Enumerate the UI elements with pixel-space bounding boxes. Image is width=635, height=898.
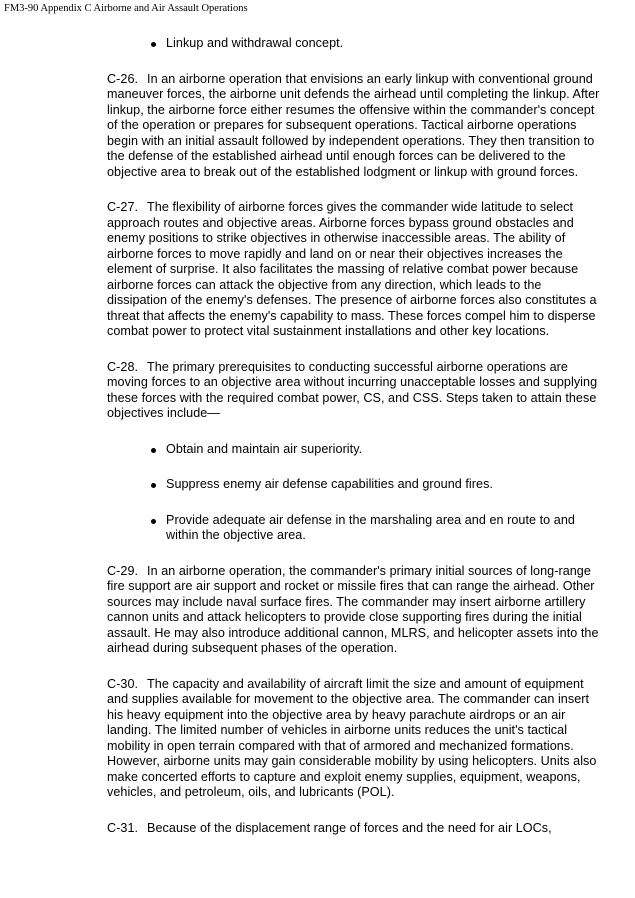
paragraph-c26 bbox=[107, 72, 601, 181]
bullet-text: Suppress enemy air defense capabilities and ground fires. bbox=[166, 477, 493, 491]
paragraph-text: Because of the displacement range of forces and the need for air LOCs, bbox=[147, 820, 552, 835]
paragraph-text: The flexibility of airborne forces gives the commander wide latitude to select approach routes and objective areas. Airborne forces bypass ground obstacles and enemy positions to strike objectives in otherwise inaccessible areas. The ability of airborne forces to move rapidly and land on or near their objectives increases the element of surprise. It also facilitates the massing of relative combat power because airborne forces can attack the objective from any direction, which leads to the dissipation of the enemy's defenses. The presence of airborne forces also constitutes a threat that affects the enemy's capability to mass. These forces compel him to disperse combat power to protect vital sustainment installations and other key locations. bbox=[107, 200, 597, 338]
bullet-item bbox=[149, 36, 601, 52]
document-body bbox=[107, 36, 601, 856]
paragraph-number: C-29. bbox=[107, 563, 139, 578]
paragraph-c29 bbox=[107, 564, 601, 657]
bullet-text: Obtain and maintain air superiority. bbox=[166, 441, 363, 456]
bullet-icon bbox=[151, 519, 156, 524]
bullet-icon bbox=[151, 448, 156, 453]
paragraph-c30 bbox=[107, 677, 601, 801]
bullet-item bbox=[149, 513, 601, 544]
paragraph-text: The capacity and availability of aircraft limit the size and amount of equipment and supplies available for movement to the objective area. The commander can insert his heavy equipment into the objective area by heavy parachute airdrops or an air landing. The limited number of vehicles in airborne units reduces the unit's tactical mobility in open terrain compared with that of armored and mechanized formations. However, airborne units may gain considerable mobility by using helicopters. Units also make concerted efforts to capture and exploit enemy supplies, equipment, weapons, vehicles, and petroleum, oils, and lubricants (POL). bbox=[107, 676, 597, 799]
paragraph-number: C-30. bbox=[107, 676, 139, 691]
page-header: FM3-90 Appendix C Airborne and Air Assault Operations bbox=[4, 3, 248, 14]
bullet-item bbox=[149, 477, 601, 493]
paragraph-number: C-26. bbox=[107, 71, 139, 86]
paragraph-text: The primary prerequisites to conducting successful airborne operations are moving forces to an objective area without incurring unacceptable losses and supplying these forces with the required combat power, CS, and CSS. Steps taken to attain these objectives include— bbox=[107, 359, 598, 420]
paragraph-c31 bbox=[107, 821, 601, 837]
paragraph-number: C-31. bbox=[107, 820, 139, 835]
bullet-text: Provide adequate air defense in the marshaling area and en route to and within the objective area. bbox=[166, 512, 575, 542]
paragraph-text: In an airborne operation, the commander's primary initial sources of long-range fire support are air support and rocket or missile fires that can range the airhead. Other sources may include naval surface fires. The commander may insert airborne artillery cannon units and attack helicopters to provide close supporting fires during the initial assault. He may also introduce additional cannon, MLRS, and helicopter assets into the airhead during subsequent phases of the operation. bbox=[107, 563, 599, 655]
bullet-item bbox=[149, 442, 601, 458]
objectives-bullet-list bbox=[107, 442, 601, 544]
intro-bullet-list bbox=[107, 36, 601, 52]
paragraph-c27 bbox=[107, 200, 601, 340]
paragraph-c28 bbox=[107, 360, 601, 422]
bullet-icon bbox=[151, 42, 156, 47]
paragraph-number: C-28. bbox=[107, 359, 139, 374]
bullet-text: Linkup and withdrawal concept. bbox=[166, 36, 344, 50]
paragraph-number: C-27. bbox=[107, 200, 139, 214]
bullet-icon bbox=[151, 483, 156, 488]
paragraph-text: In an airborne operation that envisions an early linkup with conventional ground maneuver forces, the airborne unit defends the airhead until completing the linkup. After linkup, the airborne force either resumes the offensive within the commander's concept of the operation or prepares for subsequent operations. Tactical airborne operations begin with an initial assault followed by independent operations. They then transition to the defense of the established airhead until enough forces can be delivered to the objective area to break out of the established lodgment or linkup with ground forces. bbox=[107, 71, 600, 179]
